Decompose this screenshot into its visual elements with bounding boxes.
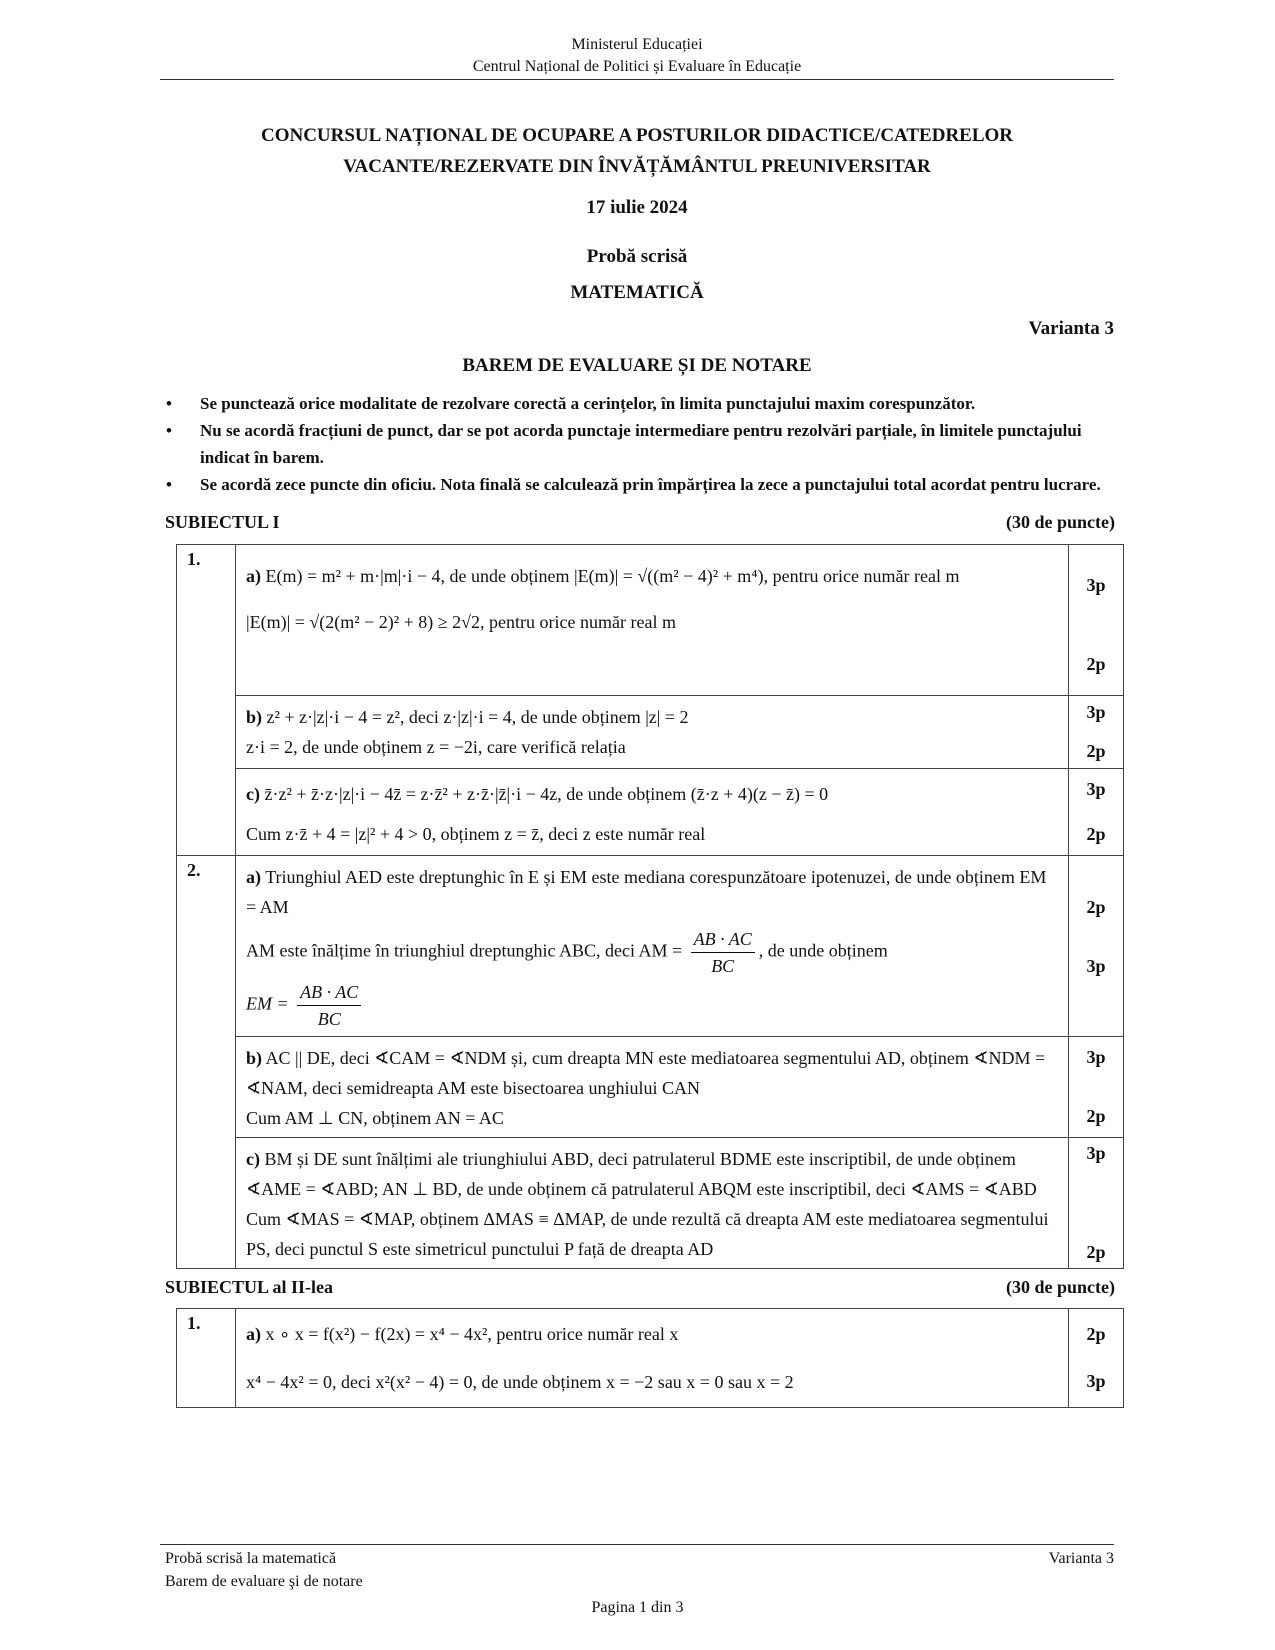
answer-text: Cum ∢MAS = ∢MAP, obținem ΔMAS ≡ ΔMAP, de unde rezultă că dreapta AM este mediatoarea segmentului PS, deci punctul S este simetricul punctului P față de dreapta AD — [246, 1209, 1049, 1259]
exam-date: 17 iulie 2024 — [586, 197, 688, 218]
bullet-icon: • — [166, 421, 172, 440]
answer-line — [246, 732, 1058, 762]
answer-text: x ∘ x = f(x²) − f(2x) = x⁴ − 4x², pentru orice număr real x — [265, 1324, 679, 1344]
answer-line — [246, 561, 1058, 591]
bullet-icon: • — [166, 475, 172, 494]
points-value: 2p — [1086, 1324, 1106, 1344]
center-name: Centrul Național de Politici și Evaluare în Educație — [472, 58, 802, 75]
question-number: 1. — [177, 545, 236, 856]
item-label: b) — [246, 1048, 263, 1068]
fraction-numerator: AB · AC — [691, 926, 755, 953]
points-value: 3p — [1086, 1143, 1106, 1163]
answer-text: Cum AM ⊥ CN, obținem AN = AC — [246, 1108, 504, 1128]
fraction-denominator: BC — [711, 956, 735, 976]
section-heading-1 — [165, 512, 1115, 533]
answer-line — [246, 1319, 1058, 1349]
points-cell — [1069, 856, 1124, 1037]
page-number: Pagina 1 din 3 — [591, 1599, 684, 1616]
section-heading-2 — [165, 1277, 1115, 1298]
answer-text: BM și DE sunt înălțimi ale triunghiului ABD, deci patrulaterul BDME este inscriptibil, de unde obținem ∢AME = ∢ABD; AN ⊥ BD, de unde obținem că patrulaterul ABQM este inscriptibil, deci ∢AMS = ∢ABD — [246, 1149, 1037, 1199]
answer-line — [246, 702, 1058, 732]
section-points: (30 de puncte) — [1006, 512, 1115, 532]
title-line-2: VACANTE/REZERVATE DIN ÎNVĂȚĂMÂNTUL PREUNIVERSITAR — [343, 156, 931, 177]
footer-barem-name: Barem de evaluare şi de notare — [165, 1573, 363, 1590]
answer-cell — [236, 545, 1069, 696]
variant-label: Varianta 3 — [1028, 318, 1114, 339]
answer-text: |E(m)| = √(2(m² − 2)² + 8) ≥ 2√2, pentru orice număr real m — [246, 612, 676, 632]
table-row — [177, 1309, 1124, 1408]
answer-line — [246, 926, 1058, 979]
item-label: c) — [246, 784, 260, 804]
rule-text: Se punctează orice modalitate de rezolvare corectă a cerințelor, în limita punctajului maxim corespunzător. — [200, 394, 976, 413]
answer-text: , de unde obținem — [758, 940, 888, 961]
answer-text: AC || DE, deci ∢CAM = ∢NDM și, cum dreapta MN este mediatoarea segmentului AD, obținem ∢NDM = ∢NAM, deci semidreapta AM este bisectoarea unghiului CAN — [246, 1048, 1046, 1098]
answer-text: AM este înălțime în triunghiul dreptunghic ABC, deci AM = — [246, 940, 683, 961]
answer-cell — [236, 1138, 1069, 1269]
answer-text: z² + z·|z|·i − 4 = z², deci z·|z|·i = 4, de unde obținem |z| = 2 — [266, 707, 689, 727]
answer-line — [246, 1367, 1058, 1397]
page-header — [160, 34, 1114, 78]
table-row — [177, 696, 1124, 769]
points-value: 3p — [1086, 956, 1106, 976]
answer-line — [246, 1103, 1058, 1133]
grading-table-2 — [176, 1308, 1124, 1408]
exam-type: Probă scrisă — [586, 246, 688, 267]
bullet-icon: • — [166, 394, 172, 413]
table-row — [177, 1037, 1124, 1138]
document-title — [160, 120, 1114, 182]
points-cell — [1069, 696, 1124, 769]
fraction-denominator: BC — [317, 1009, 341, 1029]
section-title: SUBIECTUL I — [165, 512, 280, 532]
footer-left — [165, 1547, 363, 1593]
points-cell — [1069, 1309, 1124, 1408]
answer-text: Triunghiul AED este dreptunghic în E și EM este mediana corespunzătoare ipotenuzei, de unde obținem EM = AM — [246, 867, 1047, 917]
barem-heading: BAREM DE EVALUARE ȘI DE NOTARE — [462, 355, 812, 376]
fraction — [297, 979, 361, 1032]
points-value: 2p — [1086, 1106, 1106, 1126]
title-line-1: CONCURSUL NAȚIONAL DE OCUPARE A POSTURILOR DIDACTICE/CATEDRELOR — [260, 125, 1014, 146]
answer-line — [246, 607, 1058, 637]
answer-cell — [236, 856, 1069, 1037]
fraction — [691, 926, 755, 979]
answer-cell — [236, 1037, 1069, 1138]
answer-line — [246, 862, 1058, 922]
points-cell — [1069, 1037, 1124, 1138]
answer-line — [246, 779, 1058, 809]
points-value: 2p — [1086, 741, 1106, 761]
answer-cell — [236, 1309, 1069, 1408]
grading-rules — [160, 390, 1114, 498]
answer-cell — [236, 696, 1069, 769]
answer-line — [246, 1204, 1058, 1264]
answer-line — [246, 1043, 1058, 1103]
question-number: 1. — [177, 1309, 236, 1408]
section-points: (30 de puncte) — [1006, 1277, 1115, 1297]
table-row — [177, 769, 1124, 856]
points-value: 3p — [1086, 1371, 1106, 1391]
item-label: b) — [246, 707, 263, 727]
item-label: a) — [246, 867, 261, 887]
table-row — [177, 856, 1124, 1037]
points-cell — [1069, 545, 1124, 696]
points-value: 2p — [1086, 897, 1106, 917]
answer-text: Cum z·z̄ + 4 = |z|² + 4 > 0, obținem z = z̄, deci z este număr real — [246, 824, 706, 844]
fraction-numerator: AB · AC — [297, 979, 361, 1006]
question-number: 2. — [177, 856, 236, 1269]
answer-text: z·i = 2, de unde obținem z = −2i, care verifică relația — [246, 737, 626, 757]
points-cell — [1069, 1138, 1124, 1269]
answer-cell — [236, 769, 1069, 856]
item-label: a) — [246, 1324, 261, 1344]
rule-text: Se acordă zece puncte din oficiu. Nota finală se calculează prin împărțirea la zece a punctajului total acordat pentru lucrare. — [200, 475, 1101, 494]
points-value: 3p — [1086, 575, 1106, 595]
table-row — [177, 1138, 1124, 1269]
rule-item — [160, 417, 1114, 471]
points-value: 3p — [1086, 1047, 1106, 1067]
section-title: SUBIECTUL al II-lea — [165, 1277, 334, 1297]
footer-exam-name: Probă scrisă la matematică — [165, 1550, 337, 1567]
header-divider — [160, 79, 1114, 80]
ministry-name: Ministerul Educației — [571, 36, 703, 53]
table-row — [177, 545, 1124, 696]
answer-line — [246, 979, 1058, 1032]
answer-text: EM = — [246, 993, 289, 1014]
points-value: 3p — [1086, 702, 1106, 722]
footer-variant: Varianta 3 — [1048, 1550, 1114, 1567]
answer-text: E(m) = m² + m·|m|·i − 4, de unde obținem |E(m)| = √((m² − 4)² + m⁴), pentru orice număr real m — [265, 566, 960, 586]
answer-text: x⁴ − 4x² = 0, deci x²(x² − 4) = 0, de unde obținem x = −2 sau x = 0 sau x = 2 — [246, 1372, 794, 1392]
rule-item — [160, 390, 1114, 417]
rule-text: Nu se acordă fracțiuni de punct, dar se pot acorda punctaje intermediare pentru rezolvări parțiale, în limitele punctajului indicat în barem. — [200, 421, 1082, 467]
answer-text: z̄·z² + z̄·z·|z|·i − 4z̄ = z·z̄² + z·z̄·|z̄|·i − 4z, de unde obținem (z̄·z + 4)(z − z̄) = 0 — [264, 784, 829, 804]
answer-line — [246, 1144, 1058, 1204]
rule-item — [160, 471, 1114, 498]
answer-line — [246, 819, 1058, 849]
points-value: 2p — [1086, 1242, 1106, 1262]
grading-table-1 — [176, 544, 1124, 1269]
points-value: 2p — [1086, 824, 1106, 844]
item-label: a) — [246, 566, 261, 586]
points-cell — [1069, 769, 1124, 856]
points-value: 2p — [1086, 654, 1106, 674]
points-value: 3p — [1086, 779, 1106, 799]
footer-divider — [160, 1544, 1114, 1545]
exam-subject: MATEMATICĂ — [570, 282, 704, 303]
item-label: c) — [246, 1149, 260, 1169]
